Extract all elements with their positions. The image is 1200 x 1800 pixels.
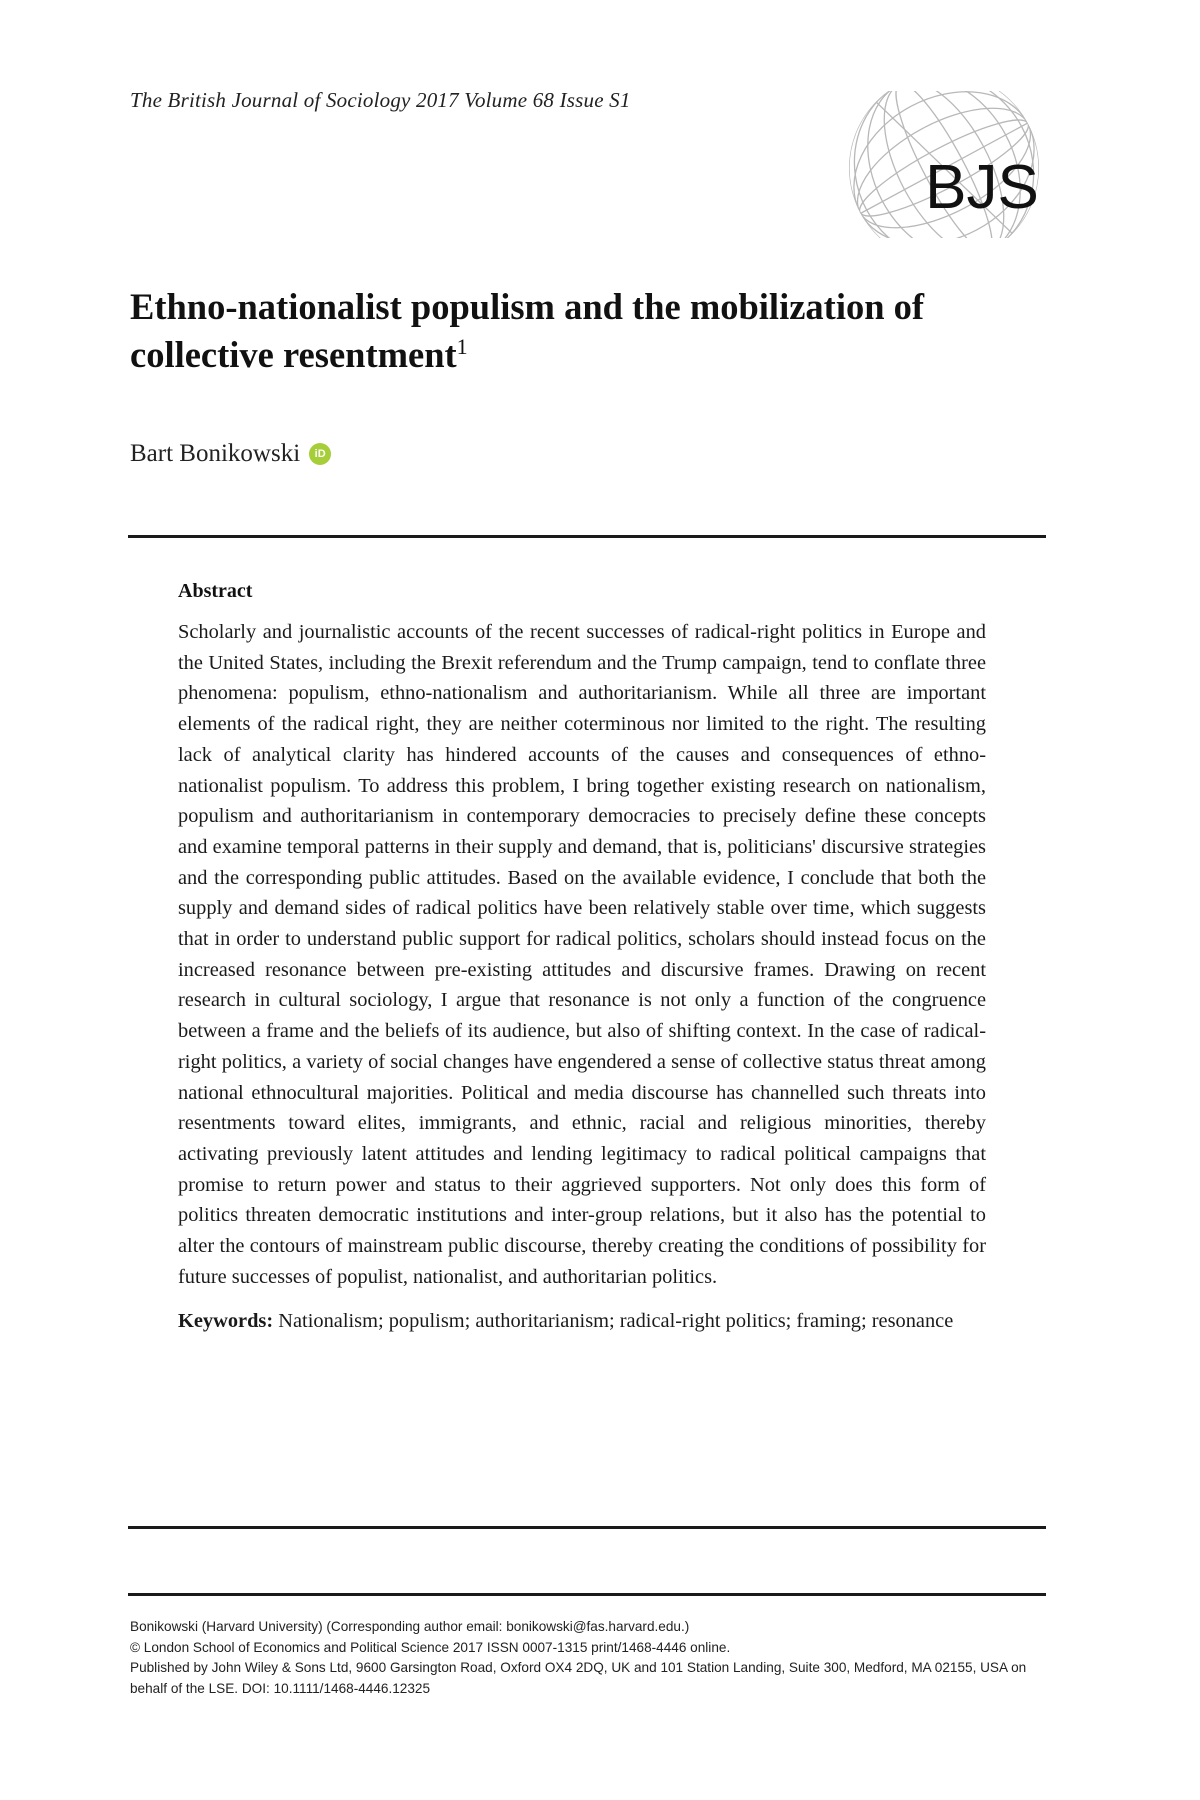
author-name: Bart Bonikowski (130, 440, 301, 467)
author-row (130, 440, 331, 468)
abstract-section (178, 580, 986, 1337)
footer-divider (128, 1593, 1046, 1596)
globe-icon (832, 88, 1044, 238)
journal-citation-line: The British Journal of Sociology 2017 Volume 68 Issue S1 (130, 88, 631, 112)
keywords (178, 1306, 986, 1337)
abstract-heading: Abstract (178, 580, 253, 602)
keywords-label: Keywords: (178, 1310, 274, 1333)
publisher-note: Published by John Wiley & Sons Ltd, 9600 Garsington Road, Oxford OX4 2DQ, UK and 101 Station Landing, Suite 300, Medford, MA 02155, USA on behalf of the LSE. DOI: 10.1111/1468-4446.12325 (130, 1660, 1027, 1696)
orcid-icon[interactable]: iD (309, 443, 331, 465)
keywords-list: Nationalism; populism; authoritarianism; radical-right politics; framing; resonance (278, 1310, 954, 1333)
abstract-bottom-divider (128, 1526, 1046, 1529)
title-footnote-marker: 1 (456, 333, 468, 359)
top-divider (128, 535, 1046, 538)
article-title (130, 283, 1050, 379)
footer-notes (130, 1617, 1050, 1699)
copyright-note: © London School of Economics and Political Science 2017 ISSN 0007-1315 print/1468-4446 online. (130, 1639, 731, 1655)
author-affiliation-note: Bonikowski (Harvard University) (Corresponding author email: bonikowski@fas.harvard.edu.) (130, 1619, 690, 1634)
bjs-logo (832, 88, 1044, 238)
article-title-text: Ethno-nationalist populism and the mobilization of collective resentment (130, 286, 925, 375)
bjs-logo-text: BJS (925, 153, 1039, 222)
abstract-body: Scholarly and journalistic accounts of the recent successes of radical-right politics in Europe and the United States, including the Brexit referendum and the Trump campaign, tend to conflate three phenomena: populism, ethno-nationalism and authoritarianism. While all three are important elements of the radical right, they are neither coterminous nor limited to the right. The resulting lack of analytical clarity has hindered accounts of the causes and consequences of ethno-nationalist populism. To address this problem, I bring together existing research on nationalism, populism and authoritarianism in contemporary democracies to precisely define these concepts and examine temporal patterns in their supply and demand, that is, politicians' discursive strategies and the corresponding public attitudes. Based on the available evidence, I conclude that both the supply and demand sides of radical politics have been relatively stable over time, which suggests that in order to understand public support for radical politics, scholars should instead focus on the increased resonance between pre-existing attitudes and discursive frames. Drawing on recent research in cultural sociology, I argue that resonance is not only a function of the congruence between a frame and the beliefs of its audience, but also of shifting context. In the case of radical-right politics, a variety of social changes have engendered a sense of collective status threat among national ethnocultural majorities. Political and media discourse has channelled such threats into resentments toward elites, immigrants, and ethnic, racial and religious minorities, thereby activating previously latent attitudes and lending legitimacy to radical political campaigns that promise to return power and status to their aggrieved supporters. Not only does this form of politics threaten democratic institutions and inter-group relations, but it also has the potential to alter the contours of mainstream public discourse, thereby creating the conditions of possibility for future successes of populist, nationalist, and authoritarian politics. (178, 621, 986, 1288)
